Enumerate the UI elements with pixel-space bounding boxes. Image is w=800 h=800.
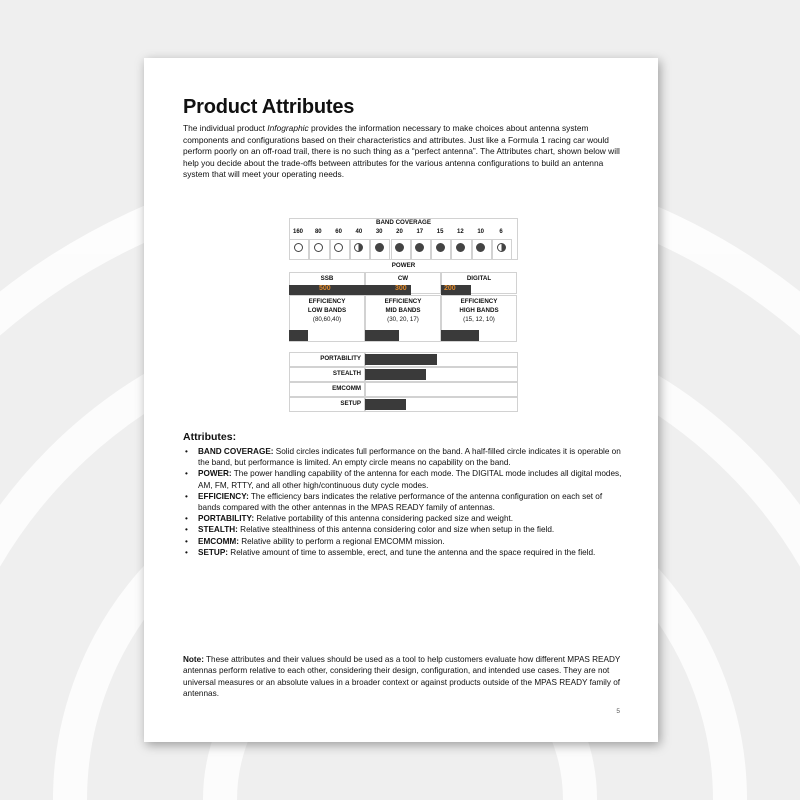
efficiency-label: EFFICIENCY <box>308 298 346 305</box>
band-column-border <box>309 239 329 260</box>
band-column-border <box>472 239 492 260</box>
attribute-item <box>183 536 623 547</box>
attribute-term: POWER: <box>198 469 232 479</box>
attribute-bar <box>365 369 426 380</box>
attribute-description: Relative portability of this antenna considering packed size and weight. <box>254 514 514 524</box>
attribute-term: STEALTH: <box>198 525 238 535</box>
bullet: • <box>185 491 188 501</box>
band-tick: 12 <box>457 229 464 235</box>
efficiency-bands: HIGH BANDS <box>459 307 499 314</box>
attribute-item <box>183 468 623 490</box>
efficiency-bar <box>289 330 308 341</box>
attribute-bar-cell <box>365 382 518 397</box>
attribute-bar <box>365 354 437 365</box>
bullet: • <box>185 514 188 524</box>
intro-paragraph: The individual product Infographic provides the information necessary to make choices about antenna system components and configurations based on their characteristics and attributes. Just like a Formula 1 racing car would perform poorly on an off-road trail, there is no such thing as a “perfect antenna”. The Attributes chart, shown below will help you decide about the trade-offs between attributes for the various antenna configurations to build an antenna system that will meet your operating needs. <box>183 123 620 180</box>
efficiency-range: (80,60,40) <box>312 316 342 323</box>
efficiency-bands: LOW BANDS <box>307 307 347 314</box>
bullet: • <box>185 525 188 535</box>
attribute-description: Relative amount of time to assemble, erect, and tune the antenna and the space required in the field. <box>228 547 596 557</box>
band-column-border <box>391 239 411 260</box>
power-label: POWER <box>391 262 416 269</box>
bullet: • <box>185 547 188 557</box>
efficiency-bands: MID BANDS <box>385 307 421 314</box>
band-tick: 80 <box>314 229 322 235</box>
attribute-item <box>183 446 623 468</box>
efficiency-bar <box>365 330 399 341</box>
attribute-description: Relative ability to perform a regional EMCOMM mission. <box>238 536 445 546</box>
attribute-label: SETUP <box>340 400 361 407</box>
power-value: 500 <box>319 285 331 292</box>
attribute-item <box>183 547 623 558</box>
bullet: • <box>185 469 188 479</box>
attribute-description: Relative stealthiness of this antenna considering color and size when setup in the field. <box>237 525 555 535</box>
band-tick: 160 <box>292 229 303 235</box>
attribute-term: EMCOMM: <box>198 536 239 546</box>
band-column-border <box>330 239 350 260</box>
band-tick: 10 <box>477 229 485 235</box>
power-mode-name: DIGITAL <box>466 275 492 282</box>
attributes-heading: Attributes: <box>183 431 237 443</box>
band-tick: 30 <box>375 229 383 235</box>
attribute-item <box>183 524 623 535</box>
power-mode-name: SSB <box>320 275 334 282</box>
attribute-label: STEALTH <box>332 370 361 377</box>
note-paragraph: Note: These attributes and their values should be used as a tool to help customers evaluate how different MPAS READY antennas perform relative to each other, considering their design, configuration, and intended use cases. They are not universal measures or an absolute values in a broader context or against products outside of the MPAS READY family of antennas. <box>183 655 621 699</box>
band-column-border <box>289 239 309 260</box>
power-value: 200 <box>444 285 456 292</box>
band-tick: 40 <box>355 229 363 235</box>
attribute-label: EMCOMM <box>332 385 361 392</box>
document-page <box>144 58 658 742</box>
power-mode-name: CW <box>397 275 409 282</box>
band-column-border <box>451 239 471 260</box>
efficiency-bar <box>441 330 479 341</box>
efficiency-range: (15, 12, 10) <box>463 316 495 323</box>
band-column-border <box>370 239 390 260</box>
band-tick: 20 <box>396 229 403 235</box>
band-column-border <box>431 239 451 260</box>
attribute-item <box>183 513 623 524</box>
attribute-label: PORTABILITY <box>320 355 361 362</box>
attributes-infographic <box>289 218 518 419</box>
attribute-description: The power handling capability of the antenna for each mode. The DIGITAL mode includes all digital modes, AM, FM, RTTY, and all other high/continuous duty cycle modes. <box>198 469 622 490</box>
page-title: Product Attributes <box>183 96 355 118</box>
band-tick: 6 <box>499 229 503 235</box>
bullet: • <box>185 447 188 456</box>
attribute-term: EFFICIENCY: <box>198 491 249 501</box>
efficiency-label: EFFICIENCY <box>384 298 422 305</box>
attribute-term: SETUP: <box>198 547 229 557</box>
efficiency-range: (30, 20, 17) <box>387 316 419 323</box>
attribute-description: The efficiency bars indicates the relative performance of the antenna configuration on each set of bands compared with the other antennas in the MPAS READY family of antennas. <box>198 491 603 513</box>
band-column-border <box>350 239 370 260</box>
band-column-border <box>492 239 512 260</box>
page-number: 5 <box>616 708 620 715</box>
band-tick: 60 <box>335 229 342 235</box>
attribute-item <box>183 491 623 513</box>
efficiency-label: EFFICIENCY <box>460 298 498 305</box>
attribute-description: Solid circles indicates full performance on the band. A half-filled circle indicates it is operable on the band, but performance is limited. An empty circle means no capability on the band. <box>198 447 621 468</box>
band-coverage-label: BAND COVERAGE <box>375 219 431 226</box>
attributes-list <box>183 446 623 558</box>
attribute-term: BAND COVERAGE: <box>198 447 274 456</box>
band-tick: 15 <box>436 229 444 235</box>
bullet: • <box>185 536 188 546</box>
power-value: 300 <box>395 285 407 292</box>
band-column-border <box>411 239 431 260</box>
attribute-term: PORTABILITY: <box>198 514 255 524</box>
band-tick: 17 <box>416 229 424 235</box>
attribute-bar <box>365 399 406 410</box>
